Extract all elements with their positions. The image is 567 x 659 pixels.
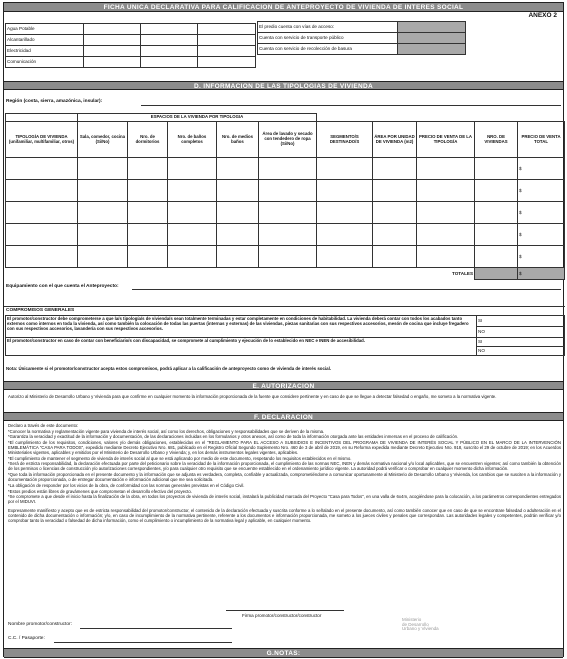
watermark-line: Urbano y Vivienda — [402, 626, 439, 632]
table-cell[interactable] — [217, 180, 259, 202]
col-header: Nro. de baños completos — [168, 122, 217, 158]
cell[interactable] — [84, 24, 141, 35]
tipologias-table — [5, 113, 565, 280]
table-cell[interactable] — [128, 158, 168, 180]
service-label: Alcantarillado — [6, 35, 84, 46]
declaracion-paragraph: *La obligación de responder por los vicios de la obra, de conformidad con las normas generales previstas en el Código Civil. — [8, 482, 245, 488]
table-cell[interactable] — [417, 158, 475, 180]
region-label: Región (costa, sierra, amazónica, insular): — [6, 99, 103, 104]
table-row — [6, 202, 565, 224]
section-f-bar — [4, 412, 563, 421]
anexo-label: ANEXO 2 — [528, 12, 557, 19]
table-cell[interactable] — [417, 202, 475, 224]
totales-viviendas[interactable] — [475, 268, 518, 280]
declaracion-block — [8, 423, 561, 524]
declaracion-paragraph: *Conocer la normativa y reglamentación vigente para vivienda de interés social, así como los derechos, obligaciones y responsabilidades que se deriven de la misma. — [8, 428, 325, 434]
declaracion-paragraph: Declaro a través de este documento: — [8, 423, 79, 428]
table-row — [6, 224, 565, 246]
nombre-line[interactable] — [80, 628, 232, 629]
declaracion-paragraph: *Estos predios están libres de gravámenes que comprometan el desarrollo efectivo del proyecto. — [8, 488, 192, 494]
table-cell[interactable] — [128, 246, 168, 268]
totales-label: TOTALES — [6, 268, 475, 280]
cell[interactable] — [198, 57, 256, 68]
cell[interactable] — [198, 46, 256, 57]
firma-label: Firma promotor/constructor/constructor — [242, 613, 322, 618]
declaracion-paragraph: *El cumplimiento de mantener el segmento de vivienda de interés social al que se está aplicando por medio de este documento, respetando los requisitos establecidos en el mismo. — [8, 455, 352, 461]
currency-symbol: $ — [519, 165, 522, 171]
table-row — [6, 180, 565, 202]
col-header: PRECIO DE VENTA TOTAL — [518, 122, 565, 158]
cell[interactable] — [84, 57, 141, 68]
espacios-header: ESPACIOS DE LA VIVIENDA POR TIPOLOGIA — [78, 114, 317, 122]
table-cell[interactable] — [317, 158, 373, 180]
service-label: Electricidad — [6, 46, 84, 57]
compromisos-title: COMPROMISOS GENERALES — [6, 308, 75, 313]
table-cell[interactable] — [317, 180, 373, 202]
col-header: SEGMENTO/S DESTINADO/S — [317, 122, 373, 158]
table-cell[interactable] — [217, 202, 259, 224]
table-cell[interactable] — [78, 202, 128, 224]
table-cell[interactable] — [475, 246, 518, 268]
cell[interactable] — [84, 46, 141, 57]
region-line[interactable] — [141, 105, 561, 106]
declaracion-paragraph: *Que toda la información proporcionada en el presente documento y la información que se adjunta es verdadera, completa, confiable y actualizada, comprometiéndome a comunicar oportunamente al Ministerio de Desarrollo Urbano y Vivienda, los cambios que se susciten a la información y documentación proporcionada, o de entregar documentación e información adicional que me sea solicitada. — [8, 472, 561, 483]
table-row — [6, 246, 565, 268]
compromiso-2-no[interactable]: NO — [477, 347, 565, 356]
table-cell[interactable] — [259, 158, 317, 180]
table-cell[interactable] — [518, 246, 565, 268]
watermark-line: de Desarrollo — [402, 621, 429, 627]
col-header: PRECIO DE VENTA DE LA TIPOLOGÍA — [417, 122, 475, 158]
table-cell[interactable] — [417, 180, 475, 202]
col-header: Área de lavado y secado con tendedero de ropa (Si/No) — [259, 122, 317, 158]
table-row — [6, 158, 565, 180]
totales-precio[interactable] — [518, 268, 565, 280]
table-cell[interactable] — [417, 224, 475, 246]
table-cell[interactable] — [518, 224, 565, 246]
cc-label: C.C. / Pasaporte: — [8, 636, 45, 641]
cell[interactable] — [398, 44, 466, 55]
table-cell[interactable] — [217, 224, 259, 246]
table-cell[interactable] — [168, 158, 217, 180]
table-cell[interactable] — [317, 246, 373, 268]
table-cell[interactable] — [217, 246, 259, 268]
table-cell[interactable] — [518, 180, 565, 202]
table-cell[interactable] — [78, 246, 128, 268]
cc-line[interactable] — [54, 642, 232, 643]
tipologias-body — [6, 158, 565, 268]
col-header: Nro. de medios baños — [217, 122, 259, 158]
col-header: NRO. DE VIVIENDAS — [475, 122, 518, 158]
table-cell[interactable] — [259, 246, 317, 268]
nombre-label: Nombre promotor/constructor: — [8, 622, 72, 627]
table-cell[interactable] — [6, 246, 78, 268]
table-cell[interactable] — [373, 202, 417, 224]
equipamiento-label: Equipamiento con el que cuenta el Anteproyecto: — [6, 284, 119, 289]
table-cell[interactable] — [78, 180, 128, 202]
table-cell[interactable] — [373, 180, 417, 202]
declaracion-paragraph: Expresamente manifiesto y acepto que es de estricta responsabilidad del promotor/constructor, el contenido de la declaración efectuada y suscrita conforme a lo señalado en el presente documento, así como también conocer que en caso de que se encontrare falsedad o adulteración en el contenido de dicha documentación o información; y/o, en caso de incumplimiento de la normativa pertinente, referente a los documentos e información proporcionada, me someto a los jueces civiles y penales que correspondan. Las autoridades legales y competentes, podrán verificar y/o comprobar tanto la veracidad o falsedad de dicha información, como el cumplimiento o incumplimiento de la normativa legal y aplicable, en cualquier momento. — [8, 508, 561, 524]
autorizacion-text: Autorizo al Ministerio de Desarrollo Urbano y Vivienda para que confirme en cualquier momento la información proporcionada de la fuente que considere pertinente y en caso de que se llegue a detectar falsedad o engaño, me someto a la normativa vigente. — [8, 394, 497, 399]
declaracion-paragraph: *Garantiza la veracidad y exactitud de la información y documentación, de las declaraciones incluidas en los formularios y otros anexos, así como de toda la información otorgada ante las entidades inmersas en el proceso de calificación. — [8, 434, 459, 440]
table-cell[interactable] — [259, 202, 317, 224]
cell[interactable] — [398, 22, 466, 33]
table-cell[interactable] — [78, 224, 128, 246]
table-cell[interactable] — [128, 180, 168, 202]
cell[interactable] — [398, 33, 466, 44]
table-cell[interactable] — [475, 202, 518, 224]
table-cell[interactable] — [128, 202, 168, 224]
compromiso-1: El promotor/constructor debe comprometerse a que la/s tipología/s de vivienda/s sean totalmente terminadas y estar completamente en condiciones de habitabilidad. La vivienda deberá contar con todos los acabados tanto externos como internos en toda la vivienda, así como también la colocación de todas las puertas (internas y externas) de las viviendas, piezas sanitarias con sus respectivos accesorios, mesón de cocina que incluye fregadero con sus respectivos accesorios, lavandería con sus respectivos accesorios. — [6, 316, 477, 338]
col-header: Nro. de dormitorios — [128, 122, 168, 158]
table-cell[interactable] — [128, 224, 168, 246]
table-cell[interactable] — [168, 180, 217, 202]
cell[interactable] — [141, 46, 198, 57]
compromisos-rule — [4, 306, 565, 307]
declaracion-paragraph: *El cumplimiento de los requisitos, condiciones, valores y/o demás obligaciones, establecidas en el "REGLAMENTO PARA EL ACCESO A SUBSIDIOS E INCENTIVOS DEL PROGRAMA DE VIVIENDA DE INTERÉS SOCIAL Y PÚBLICO EN EL MARCO DE LA INTERVENCIÓN EMBLEMÁTICA "CASA PARA TODOS", expedido mediante Decreto Ejecutivo Nro. 681, publicado en el Registro Oficial Segundo Suplemento Nro. 460 de 3 de abril de 2019, en su Reforma expedida mediante Decreto Ejecutivo Nro. 918, suscrito el 29 de octubre de 2019; en los Acuerdos Ministeriales vigentes, aplicables y emitidos por el Ministerio de Desarrollo Urbano y Vivienda; y, en los demás instrumentos legales vigentes, aplicables. — [8, 439, 561, 456]
table-cell[interactable] — [475, 180, 518, 202]
col-header: Sala, comedor, cocina (Si/No) — [78, 122, 128, 158]
compromisos-table — [5, 315, 565, 356]
table-cell[interactable] — [417, 246, 475, 268]
table-cell[interactable] — [259, 224, 317, 246]
section-g-title: G.NOTAS: — [266, 650, 301, 657]
table-cell[interactable] — [259, 180, 317, 202]
compromiso-2: El promotor/constructor en caso de contar con beneficiario/s con discapacidad, se compromete al cumplimiento y ejecución de lo establecido en NEC e INEN de accesibilidad. — [6, 338, 477, 356]
section-e-title: E. AUTORIZACION — [252, 383, 315, 390]
col-header: TIPOLOGÍA DE VIVIENDA (unifamiliar, multifamiliar, otros) — [6, 122, 78, 158]
table-cell[interactable] — [475, 158, 518, 180]
currency-symbol: $ — [519, 253, 522, 259]
service-label: El predio cuenta con vías de acceso: — [258, 22, 398, 33]
form-page — [3, 2, 564, 657]
services-right-table — [257, 21, 466, 55]
cell[interactable] — [198, 35, 256, 46]
currency-symbol: $ — [519, 231, 522, 237]
services-left-table — [5, 23, 256, 68]
compromiso-1-si[interactable]: SI — [477, 316, 565, 327]
form-title-bar — [4, 3, 563, 12]
table-cell[interactable] — [475, 224, 518, 246]
cell[interactable] — [198, 24, 256, 35]
table-cell[interactable] — [78, 158, 128, 180]
section-e-bar — [4, 381, 563, 390]
cell[interactable] — [141, 35, 198, 46]
section-d-title: D. INFORMACION DE LAS TIPOLOGIAS DE VIVIENDA — [194, 83, 373, 90]
table-cell[interactable] — [217, 158, 259, 180]
firma-line[interactable] — [226, 610, 344, 611]
table-cell[interactable] — [168, 202, 217, 224]
equipamiento-line[interactable] — [132, 289, 561, 290]
ministerio-watermark — [402, 618, 439, 632]
service-label: Comunicación — [6, 57, 84, 68]
compromiso-1-no[interactable]: NO — [477, 327, 565, 338]
table-cell[interactable] — [373, 224, 417, 246]
cell[interactable] — [84, 35, 141, 46]
currency-symbol: $ — [519, 209, 522, 215]
section-d-bar — [4, 81, 563, 90]
table-cell[interactable] — [518, 202, 565, 224]
header-spacer — [317, 114, 565, 122]
watermark-line: Ministerio — [402, 617, 422, 622]
table-cell[interactable] — [317, 224, 373, 246]
section-g-bar — [4, 648, 563, 658]
table-cell[interactable] — [317, 202, 373, 224]
table-cell[interactable] — [373, 246, 417, 268]
table-cell[interactable] — [6, 224, 78, 246]
compromisos-nota: Nota: Únicamente si el promotor/constructor acepta estos compromisos, podrá aplicar a la calificación de anteproyecto como de vivienda de interés social. — [6, 366, 332, 371]
cell[interactable] — [141, 24, 198, 35]
table-cell[interactable] — [6, 158, 78, 180]
cell[interactable] — [141, 57, 198, 68]
currency-symbol: $ — [519, 270, 522, 276]
service-label: Agua Potable — [6, 24, 84, 35]
service-label: Cuenta con servicio de recolección de basura — [258, 44, 398, 55]
col-header: ÁREA POR UNIDAD DE VIVIENDA (m2) — [373, 122, 417, 158]
table-cell[interactable] — [518, 158, 565, 180]
form-title: FICHA UNICA DECLARATIVA PARA CALIFICACION DE ANTEPROYECTO DE VIVIENDA DE INTERES SOCIAL — [103, 4, 464, 11]
table-cell[interactable] — [168, 224, 217, 246]
table-cell[interactable] — [168, 246, 217, 268]
table-cell[interactable] — [6, 202, 78, 224]
declaracion-paragraph: *Será de estricta responsabilidad, la declaración efectuada por parte del peticionario sobre la veracidad de la información proporcionada, el cumplimiento de las normas NEC, INEN y demás normativa nacional y/o local aplicables, que se encuentren vigentes; así como también la obtención de los permisos o licencias de construcción y/o autorizaciones correspondientes, y/o para cualquier otro requisito que se encuentre establecido en el ordenamiento jurídico vigente. La autoridad podrá verificar o comprobar en cualquier momento dicha información. — [8, 461, 561, 472]
declaracion-paragraph: *Se compromete a que desde el inicio hasta la finalización de la obra, en todos los proyectos de vivienda de interés social, instalará la publicidad marcada del Proyecto "Casa para Todos", en una valla de 6x4m, acogiéndose para la colocación, a los parámetros correspondientes entregados por el MIDUVI. — [8, 494, 561, 505]
section-f-title: F. DECLARACION — [253, 414, 314, 421]
table-cell[interactable] — [6, 180, 78, 202]
table-cell[interactable] — [373, 158, 417, 180]
currency-symbol: $ — [519, 187, 522, 193]
compromiso-2-si[interactable]: SI — [477, 338, 565, 347]
service-label: Cuenta con servicio de transporte público — [258, 33, 398, 44]
table-corner — [6, 114, 78, 122]
